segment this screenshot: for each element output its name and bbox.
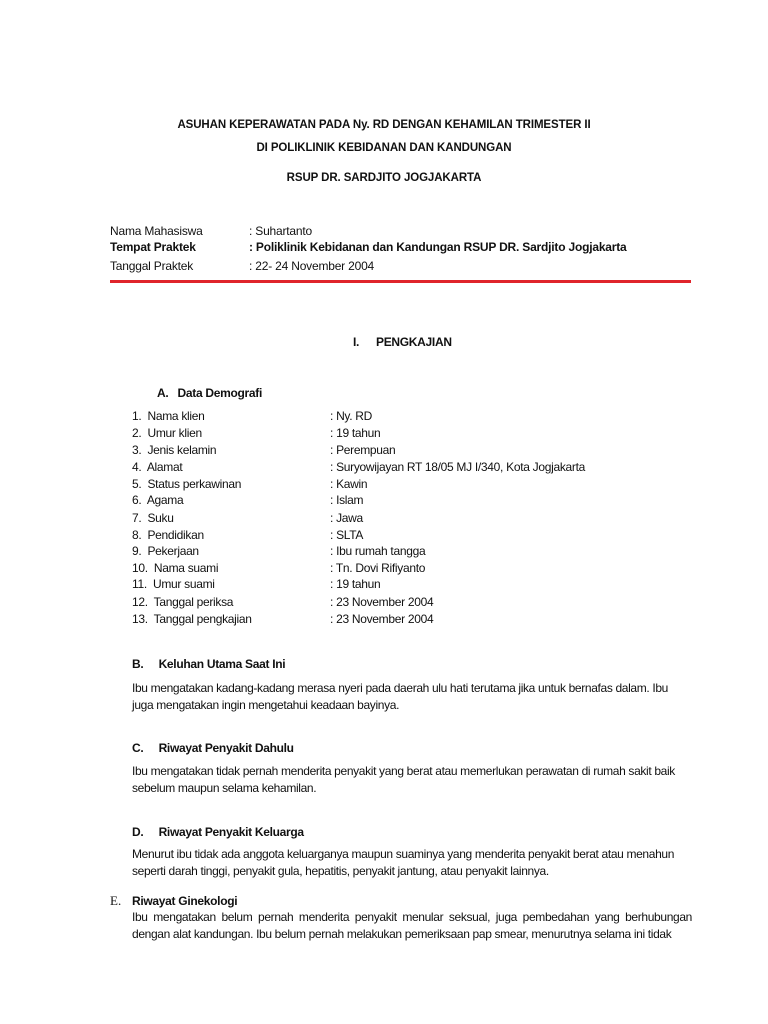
list-item-label: 11. Umur suami bbox=[132, 577, 215, 591]
info-value-tanggal-praktek: : 22- 24 November 2004 bbox=[249, 259, 375, 273]
list-item-value: : 23 November 2004 bbox=[330, 612, 434, 626]
list-item-value: : SLTA bbox=[330, 528, 364, 542]
info-value-nama-mahasiswa: : Suhartanto bbox=[249, 224, 312, 238]
list-item-label: 1. Nama klien bbox=[132, 409, 205, 423]
subsection-heading-penyakit-keluarga: D. Riwayat Penyakit Keluarga bbox=[132, 825, 304, 839]
list-item-value: : 19 tahun bbox=[330, 577, 381, 591]
list-item-value: : Tn. Dovi Rifiyanto bbox=[330, 561, 426, 575]
subsection-heading-penyakit-dahulu: C. Riwayat Penyakit Dahulu bbox=[132, 741, 294, 755]
list-item-value: : Islam bbox=[330, 493, 364, 507]
red-divider-rule bbox=[110, 280, 691, 283]
list-item-label: 9. Pekerjaan bbox=[132, 544, 199, 558]
list-item-label: 13. Tanggal pengkajian bbox=[132, 612, 252, 626]
list-item-value: : Jawa bbox=[330, 511, 363, 525]
list-item-label: 2. Umur klien bbox=[132, 426, 202, 440]
subsection-letter-e: E. bbox=[110, 893, 122, 908]
list-item-label: 7. Suku bbox=[132, 511, 174, 525]
list-item-label: 12. Tanggal periksa bbox=[132, 595, 234, 609]
info-label-nama-mahasiswa: Nama Mahasiswa bbox=[110, 224, 203, 238]
info-value-tempat-praktek: : Poliklinik Kebidanan dan Kandungan RSUP DR. Sardjito Jogjakarta bbox=[249, 240, 627, 254]
doc-title-line-2: DI POLIKLINIK KEBIDANAN DAN KANDUNGAN bbox=[256, 142, 512, 154]
paragraph-penyakit-dahulu: Ibu mengatakan tidak pernah menderita penyakit yang berat atau memerlukan perawatan di rumah sakit baik sebelum maupun selama kehamilan. bbox=[132, 764, 675, 795]
subsection-heading-demografi: A. Data Demografi bbox=[157, 386, 262, 400]
list-item-label: 4. Alamat bbox=[132, 460, 183, 474]
list-item-value: : Kawin bbox=[330, 477, 368, 491]
list-item-label: 3. Jenis kelamin bbox=[132, 443, 217, 457]
info-label-tanggal-praktek: Tanggal Praktek bbox=[110, 259, 194, 273]
subsection-heading-ginekologi: Riwayat Ginekologi bbox=[132, 894, 238, 908]
list-item-label: 6. Agama bbox=[132, 493, 184, 507]
list-item-value: : Suryowijayan RT 18/05 MJ I/340, Kota Jogjakarta bbox=[330, 460, 586, 474]
doc-title-line-1: ASUHAN KEPERAWATAN PADA Ny. RD DENGAN KEHAMILAN TRIMESTER II bbox=[177, 119, 591, 131]
info-label-tempat-praktek: Tempat Praktek bbox=[110, 240, 196, 254]
subsection-heading-keluhan: B. Keluhan Utama Saat Ini bbox=[132, 657, 286, 671]
paragraph-keluhan: Ibu mengatakan kadang-kadang merasa nyeri pada daerah ulu hati terutama jika untuk bernafas dalam. Ibu juga mengatakan ingin mengetahui keadaan bayinya. bbox=[132, 681, 669, 712]
list-item-label: 8. Pendidikan bbox=[132, 528, 204, 542]
list-item-value: : Ny. RD bbox=[330, 409, 373, 423]
list-item-value: : 23 November 2004 bbox=[330, 595, 434, 609]
paragraph-penyakit-keluarga: Menurut ibu tidak ada anggota keluarganya maupun suaminya yang menderita penyakit berat atau menahun seperti darah tinggi, penyakit gula, hepatitis, penyakit jantung, atau penyakit lainnya. bbox=[132, 847, 675, 878]
paragraph-ginekologi: Ibu mengatakan belum pernah menderita penyakit menular seksual, juga pembedahan yang berhubungan dengan alat kandungan. Ibu belum pernah melakukan pemeriksaan pap smear, menurutnya selama ini tidak bbox=[132, 910, 692, 941]
list-item-value: : Ibu rumah tangga bbox=[330, 544, 426, 558]
doc-title-line-3: RSUP DR. SARDJITO JOGJAKARTA bbox=[286, 172, 482, 184]
list-item-label: 5. Status perkawinan bbox=[132, 477, 242, 491]
section-number: I. bbox=[353, 335, 360, 349]
list-item-label: 10. Nama suami bbox=[132, 561, 219, 575]
section-title-pengkajian: PENGKAJIAN bbox=[376, 335, 452, 349]
list-item-value: : Perempuan bbox=[330, 443, 396, 457]
list-item-value: : 19 tahun bbox=[330, 426, 381, 440]
